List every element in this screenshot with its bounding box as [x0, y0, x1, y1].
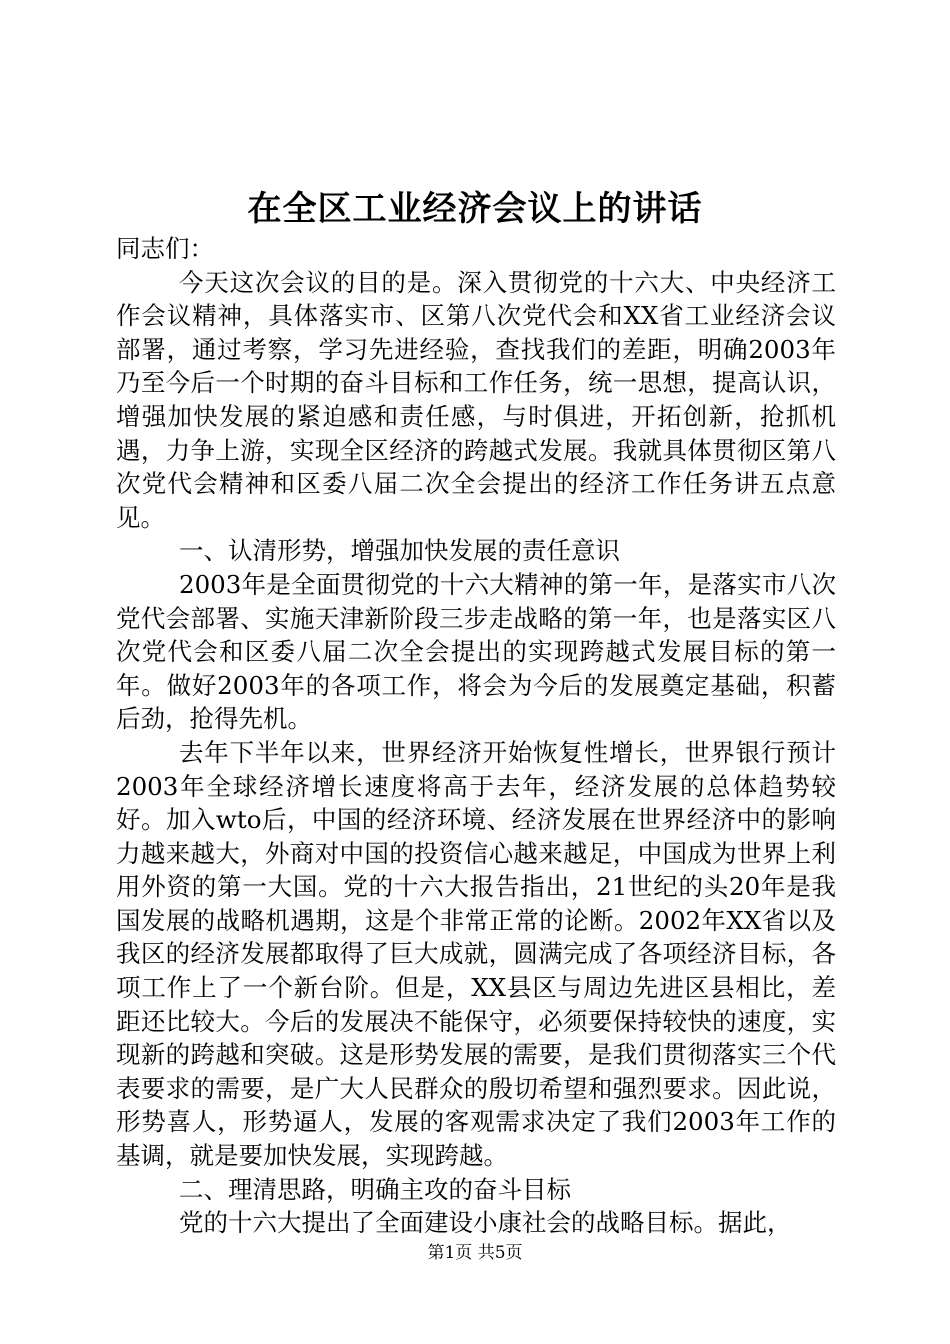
salutation: 同志们：	[116, 234, 214, 263]
section-heading-1: 一、认清形势，增强加快发展的责任意识	[179, 536, 620, 566]
page-footer: 第1页 共5页	[427, 1243, 523, 1263]
section-heading-2: 二、理清思路，明确主攻的奋斗目标	[179, 1174, 571, 1204]
paragraph-intro: 今天这次会议的目的是。深入贯彻党的十六大、中央经济工作会议精神，具体落实市、区第八次党代会和XX省工业经济会议部署，通过考察，学习先进经验，查找我们的差距，明确2003年乃至今后一个时期的奋斗目标和工作任务，统一思想，提高认识，增强加快发展的紧迫感和责任感，与时俱进，开拓创新，抢抓机遇，力争上游，实现全区经济的跨越式发展。我就具体贯彻区第八次党代会精神和区委八届二次全会提出的经济工作任务讲五点意见。	[116, 267, 836, 532]
paragraph-goals: 党的十六大提出了全面建设小康社会的战略目标。据此，	[179, 1208, 792, 1238]
paragraph-situation: 去年下半年以来，世界经济开始恢复性增长，世界银行预计2003年全球经济增长速度将高于去年，经济发展的总体趋势较好。加入wto后，中国的经济环境、经济发展在世界经济中的影响力越来越大，外商对中国的投资信心越来越足，中国成为世界上利用外资的第一大国。党的十六大报告指出，21世纪的头20年是我国发展的战略机遇期，这是个非常正常的论断。2002年XX省以及我区的经济发展都取得了巨大成就，圆满完成了各项经济目标，各项工作上了一个新台阶。但是，XX县区与周边先进区县相比，差距还比较大。今后的发展决不能保守，必须要保持较快的速度，实现新的跨越和突破。这是形势发展的需要，是我们贯彻落实三个代表要求的需要，是广大人民群众的殷切希望和强烈要求。因此说，形势喜人，形势逼人，发展的客观需求决定了我们2003年工作的基调，就是要加快发展，实现跨越。	[116, 737, 836, 1171]
paragraph-2003-overview: 2003年是全面贯彻党的十六大精神的第一年，是落实市八次党代会部署、实施天津新阶段三步走战略的第一年，也是落实区八次党代会和区委八届二次全会提出的实现跨越式发展目标的第一年。做好2003年的各项工作，将会为今后的发展奠定基础，积蓄后劲，抢得先机。	[116, 569, 836, 734]
document-title: 在全区工业经济会议上的讲话	[247, 189, 703, 229]
document-body	[116, 232, 836, 1240]
